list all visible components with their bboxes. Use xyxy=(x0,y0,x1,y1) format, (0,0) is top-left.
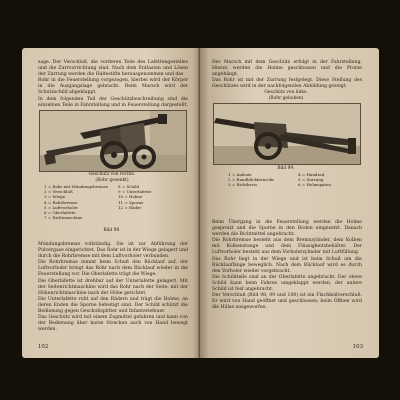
right-bottom-text xyxy=(212,220,362,311)
paragraph: sage. Der Verschluß, die vorderen Teile des Lafettengestelles und die Zurrvorrichtung sind. Nach dem Entlasten und Lösen der Zurrung werden die Haltestifte herausgenommen und das xyxy=(38,60,188,78)
caption-title: Geschütz von links. xyxy=(264,90,308,95)
paragraph: Beim Übergang in die Feuerstellung werden die Holme gespreizt und die Sporne in den Boden eingesetzt. Danach werden die Richtmittel angebracht. xyxy=(212,220,362,238)
paragraph: Die Oberlafette ist drehbar auf der Unterlafette gelagert. Mit der Seitenrichtmaschine wird das Rohr nach der Seite, mit der Höhenrichtmaschine nach der Höhe gerichtet. xyxy=(38,278,188,296)
legend-item: 7 = Richtmaschine xyxy=(44,215,83,221)
paragraph: Die Rohrbremse besteht aus dem Bremszylinder, dem Kolben mit Kolbenstange und dem Flüssigkeitsbehälter. Der Luftvorholer besteht aus dem Vorholerzylinder mit Luftfüllung. xyxy=(212,238,362,256)
legend-item: 3 = Wiege xyxy=(44,194,66,200)
legend-item: 5 = Luftvorholer xyxy=(44,204,78,210)
paragraph: Mündungsbremse vollständig. Sie ist zur Abführung der Pulvergase eingerichtet. Das Rohr ist in der Wiege gelagert und durch die Rohrbremse mit dem Luftvorholer verbunden. xyxy=(38,242,188,260)
legend-item: 2 = Rundblickfernrohr xyxy=(228,177,275,183)
legend-item: 4 = Rohrbremse xyxy=(44,199,78,205)
legend-item: 6 = Oberlafette xyxy=(44,210,76,216)
paragraph: Das Rohr liegt in der Wiege und ist beim Schuß um die Rücklauflänge beweglich. Nach dem Rücklauf wird es durch den Vorholer wieder vorgebracht. xyxy=(212,256,362,274)
legend-item: 8 = Schild xyxy=(118,184,140,189)
legend-item: 9 = Unterlafette xyxy=(118,189,152,195)
paragraph: Das Rohr ist mit der Zurrung festgelegt. Diese Stellung des Geschützes wird in der nachfolgenden Abbildung gezeigt. xyxy=(212,78,362,90)
legend-item: 1 = Rohr mit Mündungsbremse xyxy=(44,184,109,189)
legend-item: 3 = Richtkreis xyxy=(228,182,258,188)
paragraph: Die Schildteile sind an der Oberlafette angebracht. Der obere Schild kann beim Fahren umgeklappt werden, der untere Schild ist fest angebracht. xyxy=(212,274,362,293)
caption-title: Geschütz von rechts. xyxy=(88,172,136,177)
paragraph: Die Unterlafette ruht auf den Rädern und trägt die Holme, an deren Enden die Sporne befestigt sind. Der Schild schützt die Bedienung gegen Geschoßsplitter und Infanteriefeuer. xyxy=(38,296,188,315)
legend-item: 4 = Handrad xyxy=(298,172,325,177)
page-number: 102 xyxy=(38,344,49,350)
right-page xyxy=(200,48,379,358)
legend-item: 12 = Räder xyxy=(118,204,142,210)
paragraph: Die Rohrbremse nimmt beim Schuß den Rücklauf auf, der Luftvorholer bringt das Rohr nach dem Rücklauf wieder in die Feuerstellung vor. Die Oberlafette trägt die Wiege. xyxy=(38,260,188,278)
legend-item: 11 = Sporne xyxy=(118,199,144,205)
paragraph: Der Marsch mit dem Geschütz erfolgt in der Fahrstellung. Hierzu werden die Holme geschlossen und die Protze angehängt. xyxy=(212,60,362,78)
left-bottom-text xyxy=(38,242,188,333)
paragraph: Das Geschütz wird mit einem Zugmittel gefahren und kann von der Bedienung über kurze Strecken auch von Hand bewegt werden. xyxy=(38,315,188,333)
paragraph: Rohr in die Feuerstellung vorgezogen, hierbei wird der Körper in die Ausgangslage gebracht. Beim Marsch wird der Schutzschild abgeklappt. xyxy=(38,78,188,96)
photo-caption xyxy=(39,172,185,183)
caption-subtitle: (Rohr gehoben) xyxy=(268,95,304,101)
legend-item: 2 = Verschluß xyxy=(44,189,73,195)
howitzer-photo-icon xyxy=(214,104,360,164)
figure-number: Bild 99. xyxy=(277,166,295,171)
page-number: 103 xyxy=(352,344,363,350)
paragraph: In dem folgenden Teil der Geschützbeschreibung sind die einzelnen Teile in Fahrstellung und in Feuerstellung dargestellt. xyxy=(38,96,188,108)
left-top-text xyxy=(38,60,188,109)
open-book xyxy=(22,48,379,358)
paragraph: Der Verschluß (Bild 98, 99 und 100) ist ein Flachkeilverschluß. Er wird von Hand geöffnet und geschlossen; beim Öffnen wird die Hülse ausgeworfen. xyxy=(212,293,362,311)
right-top-text xyxy=(212,60,362,90)
caption-subtitle: (Rohr gesenkt) xyxy=(95,177,129,183)
howitzer-photo-icon xyxy=(40,111,186,171)
legend-item: 5 = Zurrung xyxy=(298,177,324,183)
legend-item: 6 = Holmspaten xyxy=(298,182,331,188)
legend-item: 10 = Holme xyxy=(118,194,143,200)
gun-photo-right xyxy=(213,103,361,165)
photo-caption xyxy=(213,90,359,101)
gun-photo-left xyxy=(39,110,187,172)
legend-item: 1 = Aufsatz xyxy=(228,172,252,177)
left-page xyxy=(22,48,200,358)
figure-number: Bild 98. xyxy=(103,228,121,233)
